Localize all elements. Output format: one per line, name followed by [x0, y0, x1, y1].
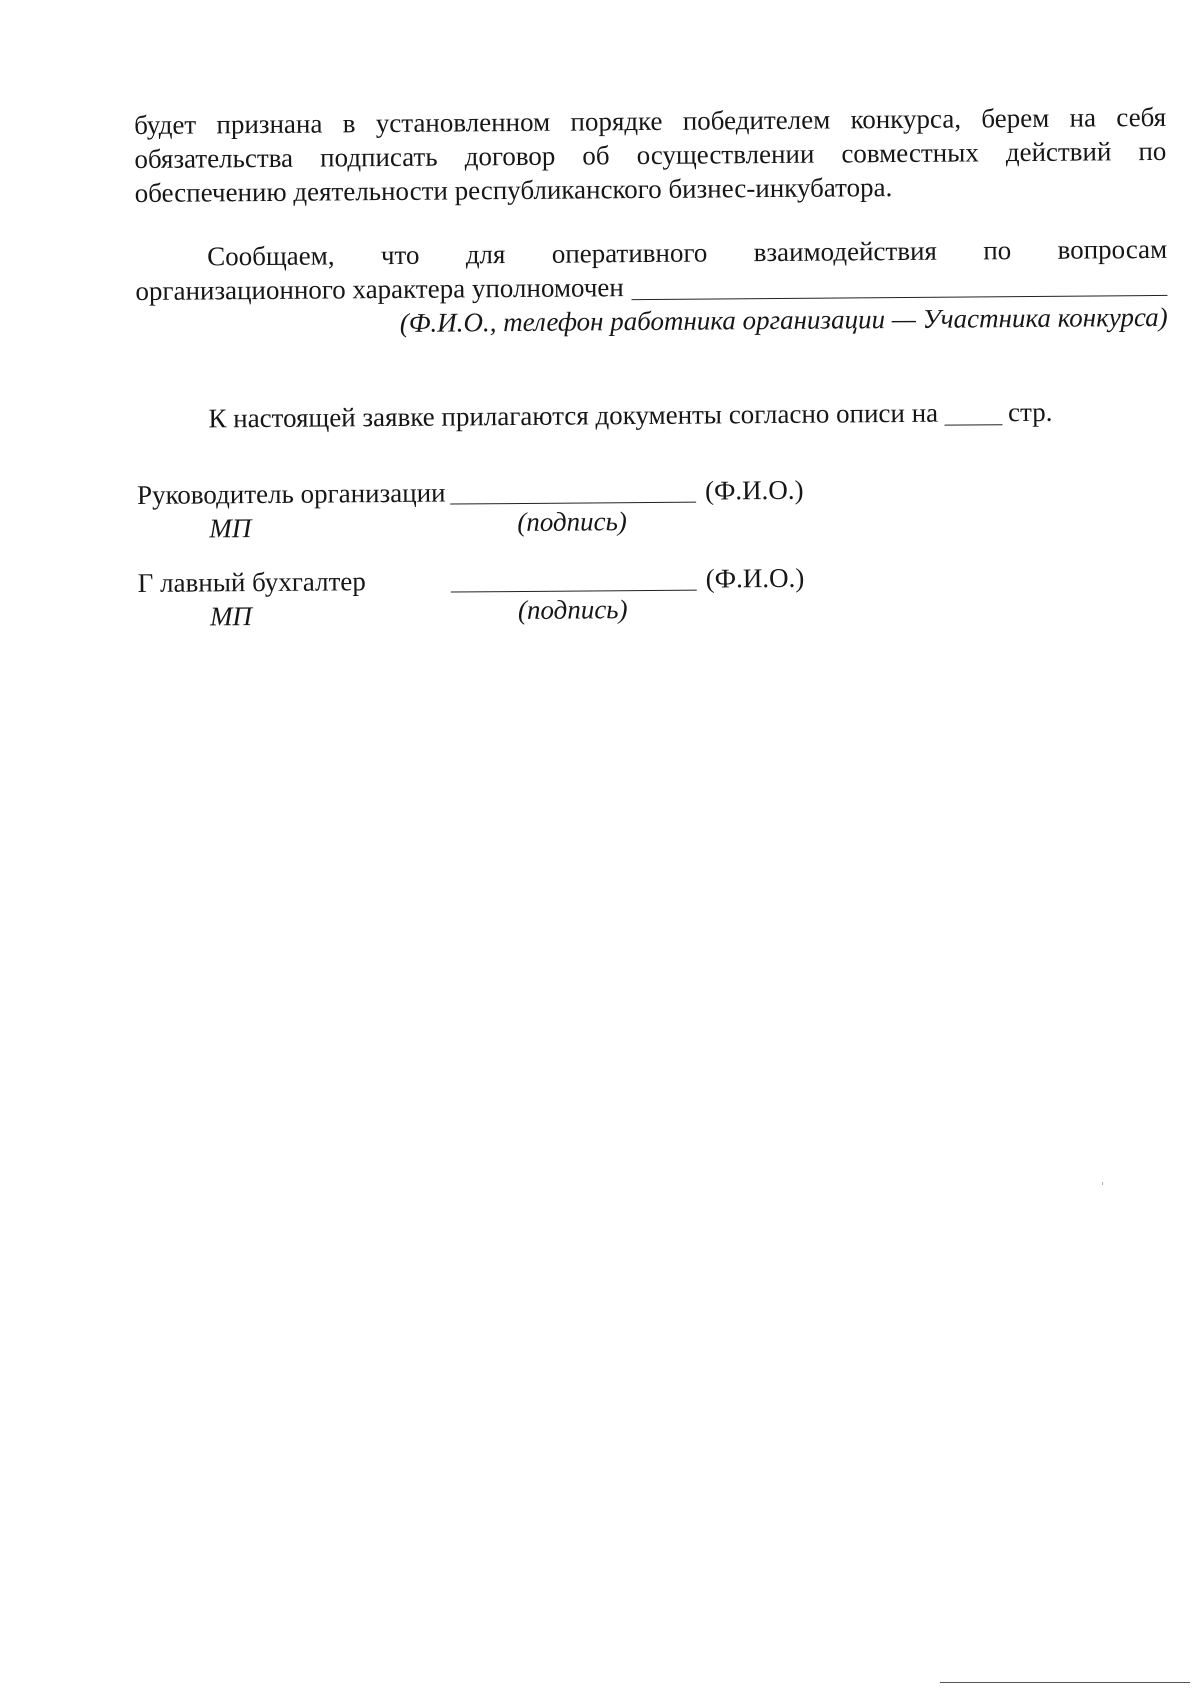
signature-block-accountant: [138, 558, 1171, 634]
paragraph-line: обеспечению деятельности республиканского бизнес-инкубатора.: [134, 172, 893, 208]
head-fio-label: (Ф.И.О.): [704, 474, 804, 506]
head-signature-caption: (подпись): [517, 506, 627, 538]
contact-blank-line[interactable]: [632, 271, 1168, 300]
accountant-fio-label: (Ф.И.О.): [705, 562, 805, 594]
paragraph-contact-person: [135, 232, 1168, 342]
paragraph-attachments: [136, 394, 1168, 436]
paragraph-line: организационного характера уполномочен: [135, 272, 624, 306]
scan-speck: [1102, 1182, 1103, 1185]
accountant-stamp-label: МП: [209, 601, 253, 632]
head-label: Руководитель организации: [136, 477, 446, 510]
head-stamp-label: МП: [209, 513, 252, 544]
paragraph-winner-obligation: [134, 100, 1167, 210]
document-body: [134, 100, 1170, 634]
paragraph-line: будет признана в установленном порядке победителем конкурса, берем на себя: [134, 101, 1167, 140]
paragraph-line: обязательства подписать договор об осуществлении совместных действий по: [134, 135, 1167, 174]
accountant-label: Г лавный бухгалтер: [137, 566, 366, 598]
head-signature-line[interactable]: [450, 478, 696, 505]
attachments-unit: стр.: [1007, 396, 1053, 428]
page-count-blank[interactable]: [944, 400, 1002, 425]
contact-caption: (Ф.И.О., телефон работника организации — Участника конкурса): [399, 301, 1168, 338]
accountant-signature-line[interactable]: [451, 566, 697, 593]
accountant-signature-caption: (подпись): [517, 594, 628, 625]
paragraph-line: Сообщаем, что для оперативного взаимодействия по вопросам: [207, 233, 1168, 272]
attachments-text: К настоящей заявке прилагаются документы согласно описи на: [208, 397, 939, 434]
scan-edge-line: [940, 1682, 1190, 1683]
signature-block-head: [137, 470, 1170, 546]
